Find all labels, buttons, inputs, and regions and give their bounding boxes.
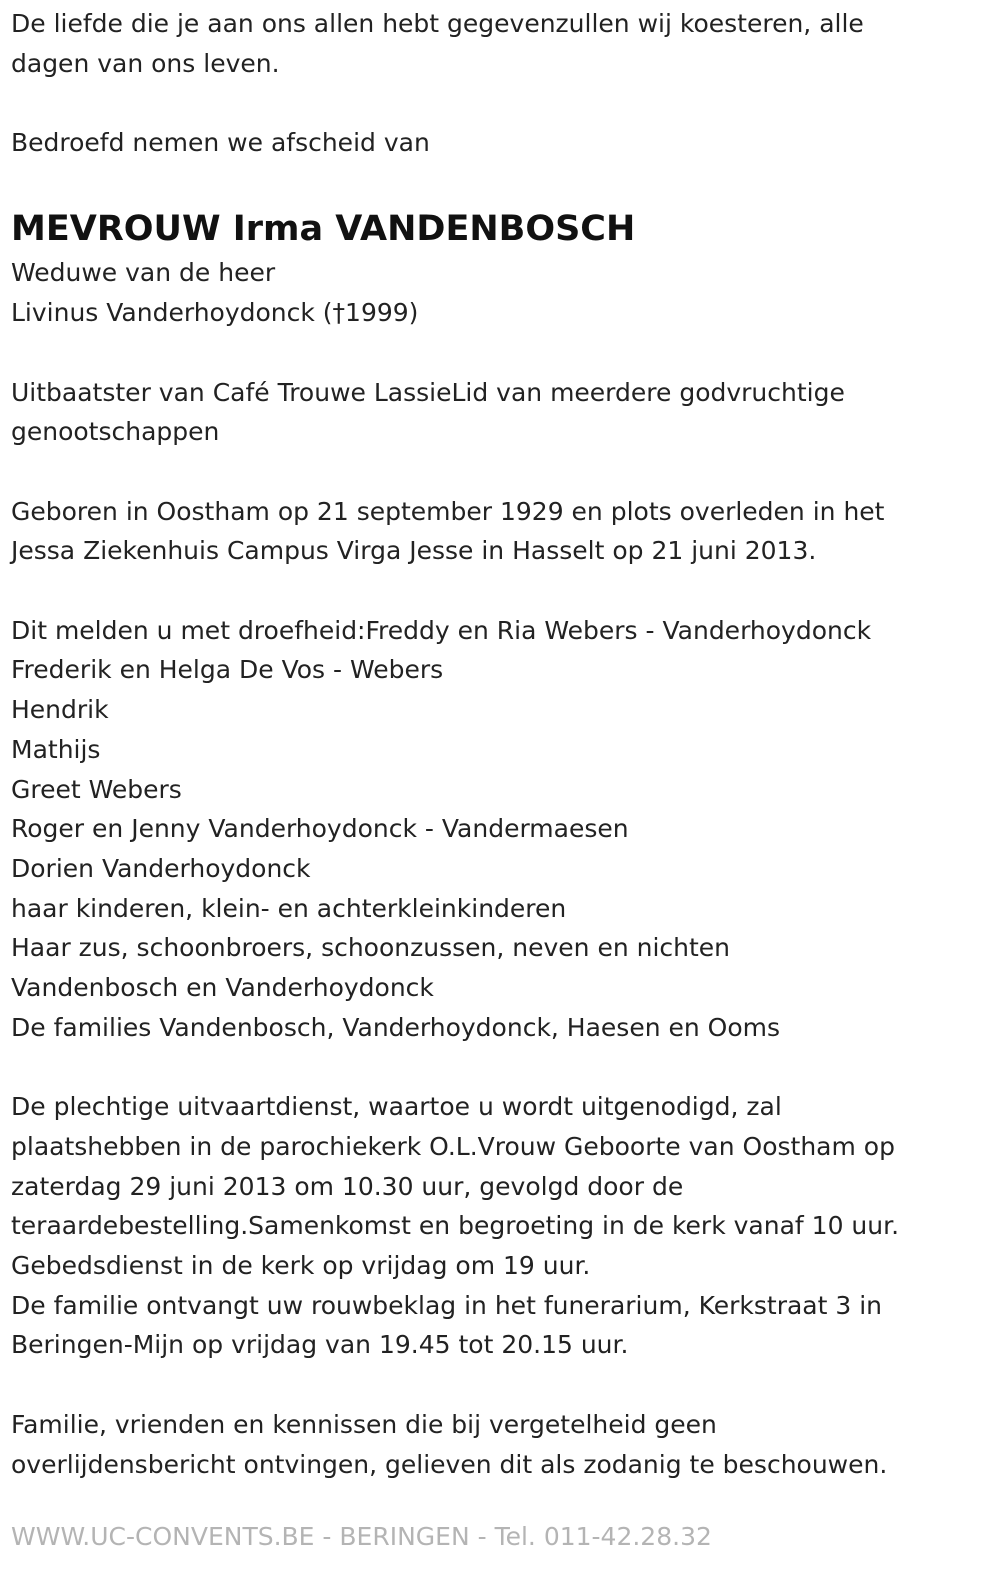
- family-line: Hendrik: [11, 695, 109, 725]
- family-line: Vandenbosch en Vanderhoydonck: [11, 973, 434, 1003]
- service-line: Gebedsdienst in de kerk op vrijdag om 19 uur.: [11, 1251, 591, 1280]
- family-line: haar kinderen, klein- en achterkleinkinderen: [11, 893, 567, 923]
- birth-death-line: Jessa Ziekenhuis Campus Virga Jesse in Hasselt op 21 juni 2013.: [11, 536, 817, 566]
- spacer: [11, 452, 986, 492]
- service-line: plaatshebben in de parochiekerk O.L.Vrouw Geboorte van Oostham op: [11, 1131, 895, 1161]
- widow-line: Livinus Vanderhoydonck (†1999): [11, 298, 419, 328]
- spacer: [11, 333, 986, 373]
- widow-line: Weduwe van de heer: [11, 258, 276, 288]
- spacer: [11, 1048, 986, 1088]
- service-line: teraardebestelling.Samenkomst en begroeting in de kerk vanaf 10 uur.: [11, 1211, 900, 1241]
- service-line: De plechtige uitvaartdienst, waartoe u wordt uitgenodigd, zal: [11, 1092, 782, 1122]
- closing-line: overlijdensbericht ontvingen, gelieven dit als zodanig te beschouwen.: [11, 1449, 888, 1479]
- family-line: Haar zus, schoonbroers, schoonzussen, neven en nichten: [11, 933, 731, 963]
- family-line: Frederik en Helga De Vos - Webers: [11, 655, 444, 685]
- family-line: De families Vandenbosch, Vanderhoydonck, Haesen en Ooms: [11, 1012, 781, 1042]
- occupation-line: Uitbaatster van Café Trouwe LassieLid van meerdere godvruchtige: [11, 377, 845, 407]
- service-line: zaterdag 29 juni 2013 om 10.30 uur, gevolgd door de: [11, 1171, 684, 1201]
- deceased-name: MEVROUW Irma VANDENBOSCH: [11, 209, 636, 250]
- intro-line: dagen van ons leven.: [11, 48, 280, 78]
- closing-line: Familie, vrienden en kennissen die bij vergetelheid geen: [11, 1409, 717, 1439]
- spacer: [11, 571, 986, 611]
- farewell-text: Bedroefd nemen we afscheid van: [11, 128, 430, 158]
- service-line: De familie ontvangt uw rouwbeklag in het funerarium, Kerkstraat 3 in: [11, 1290, 883, 1320]
- family-line: Mathijs: [11, 734, 101, 764]
- family-line: Roger en Jenny Vanderhoydonck - Vandermaesen: [11, 814, 629, 844]
- footer-contact: WWW.UC-CONVENTS.BE - BERINGEN - Tel. 011-42.28.32: [11, 1522, 712, 1551]
- spacer: [11, 163, 986, 203]
- occupation-line: genootschappen: [11, 417, 220, 447]
- birth-death-line: Geboren in Oostham op 21 september 1929 en plots overleden in het: [11, 496, 885, 526]
- spacer: [11, 1365, 986, 1405]
- family-line: Greet Webers: [11, 774, 182, 804]
- obituary-document: [11, 4, 986, 1484]
- family-line: Dorien Vanderhoydonck: [11, 853, 311, 883]
- service-line: Beringen-Mijn op vrijdag van 19.45 tot 20.15 uur.: [11, 1330, 629, 1360]
- intro-line: De liefde die je aan ons allen hebt gegevenzullen wij koesteren, alle: [11, 9, 864, 38]
- spacer: [11, 83, 986, 123]
- family-line: Dit melden u met droefheid:Freddy en Ria Webers - Vanderhoydonck: [11, 615, 872, 645]
